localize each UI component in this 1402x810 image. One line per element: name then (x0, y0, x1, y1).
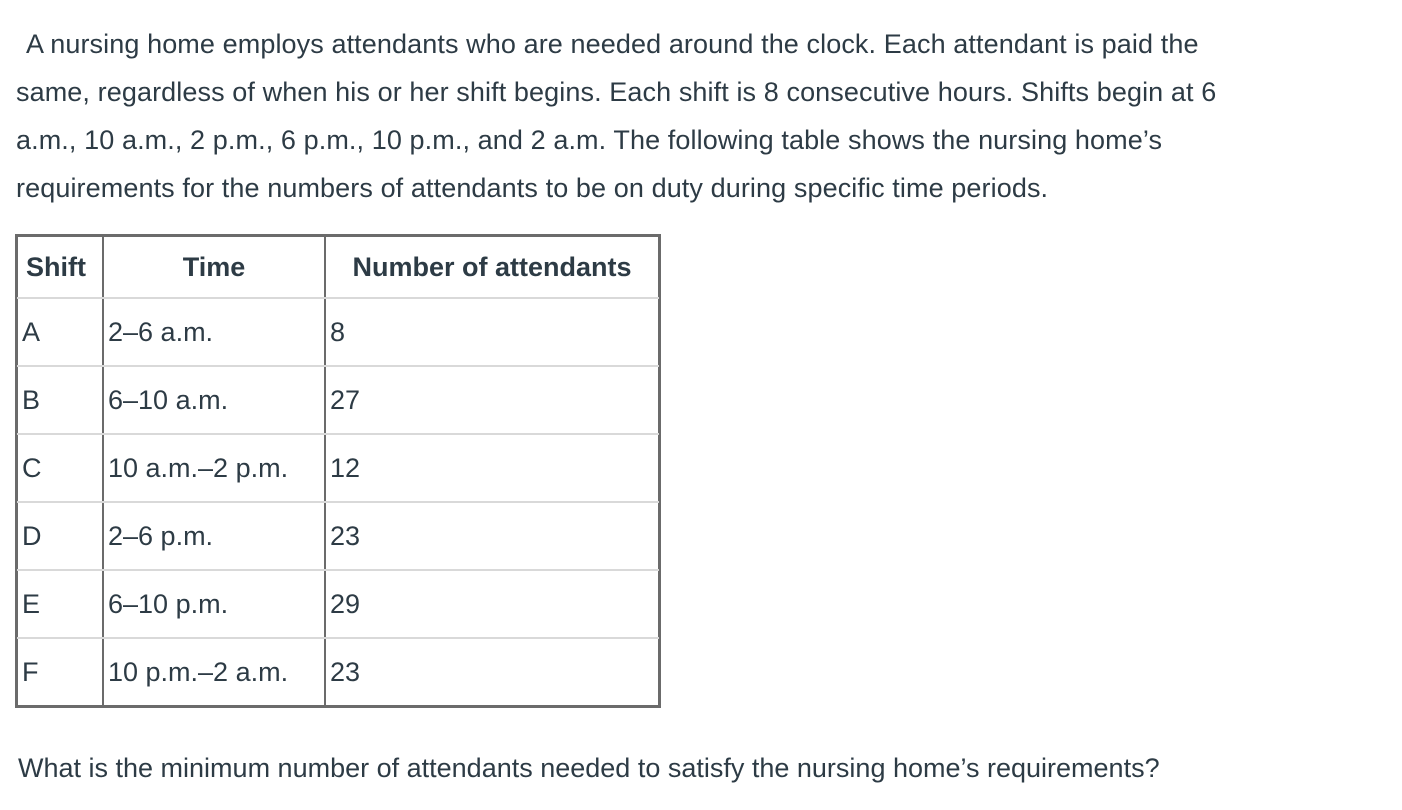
cell-shift: C (17, 434, 103, 502)
table-row (17, 502, 659, 570)
intro-line: a.m., 10 a.m., 2 p.m., 6 p.m., 10 p.m., and 2 a.m. The following table shows the nursing home’s (16, 125, 1163, 155)
question-text: What is the minimum number of attendants needed to satisfy the nursing home’s requirements? (18, 753, 1160, 783)
table-row (17, 570, 659, 638)
header-time: Time (103, 236, 325, 298)
cell-attendants: 23 (325, 638, 659, 706)
header-shift: Shift (17, 236, 103, 298)
intro-line: A nursing home employs attendants who are needed around the clock. Each attendant is paid the (26, 29, 1199, 59)
table-header-row (17, 236, 659, 298)
table-row (17, 638, 659, 706)
cell-time: 2–6 p.m. (103, 502, 325, 570)
cell-shift: F (17, 638, 103, 706)
table-row (17, 366, 659, 434)
table-row (17, 298, 659, 366)
requirements-table (16, 235, 660, 707)
cell-shift: E (17, 570, 103, 638)
cell-time: 6–10 a.m. (103, 366, 325, 434)
cell-attendants: 29 (325, 570, 659, 638)
intro-line: requirements for the numbers of attendants to be on duty during specific time periods. (16, 173, 1049, 203)
header-attendants: Number of attendants (325, 236, 659, 298)
table-row (17, 434, 659, 502)
cell-attendants: 8 (325, 298, 659, 366)
cell-time: 10 p.m.–2 a.m. (103, 638, 325, 706)
cell-attendants: 27 (325, 366, 659, 434)
cell-shift: D (17, 502, 103, 570)
cell-attendants: 23 (325, 502, 659, 570)
cell-time: 10 a.m.–2 p.m. (103, 434, 325, 502)
cell-shift: A (17, 298, 103, 366)
cell-attendants: 12 (325, 434, 659, 502)
cell-time: 2–6 a.m. (103, 298, 325, 366)
cell-shift: B (17, 366, 103, 434)
cell-time: 6–10 p.m. (103, 570, 325, 638)
problem-intro (16, 20, 1396, 212)
intro-line: same, regardless of when his or her shift begins. Each shift is 8 consecutive hours. Shifts begin at 6 (16, 77, 1217, 107)
